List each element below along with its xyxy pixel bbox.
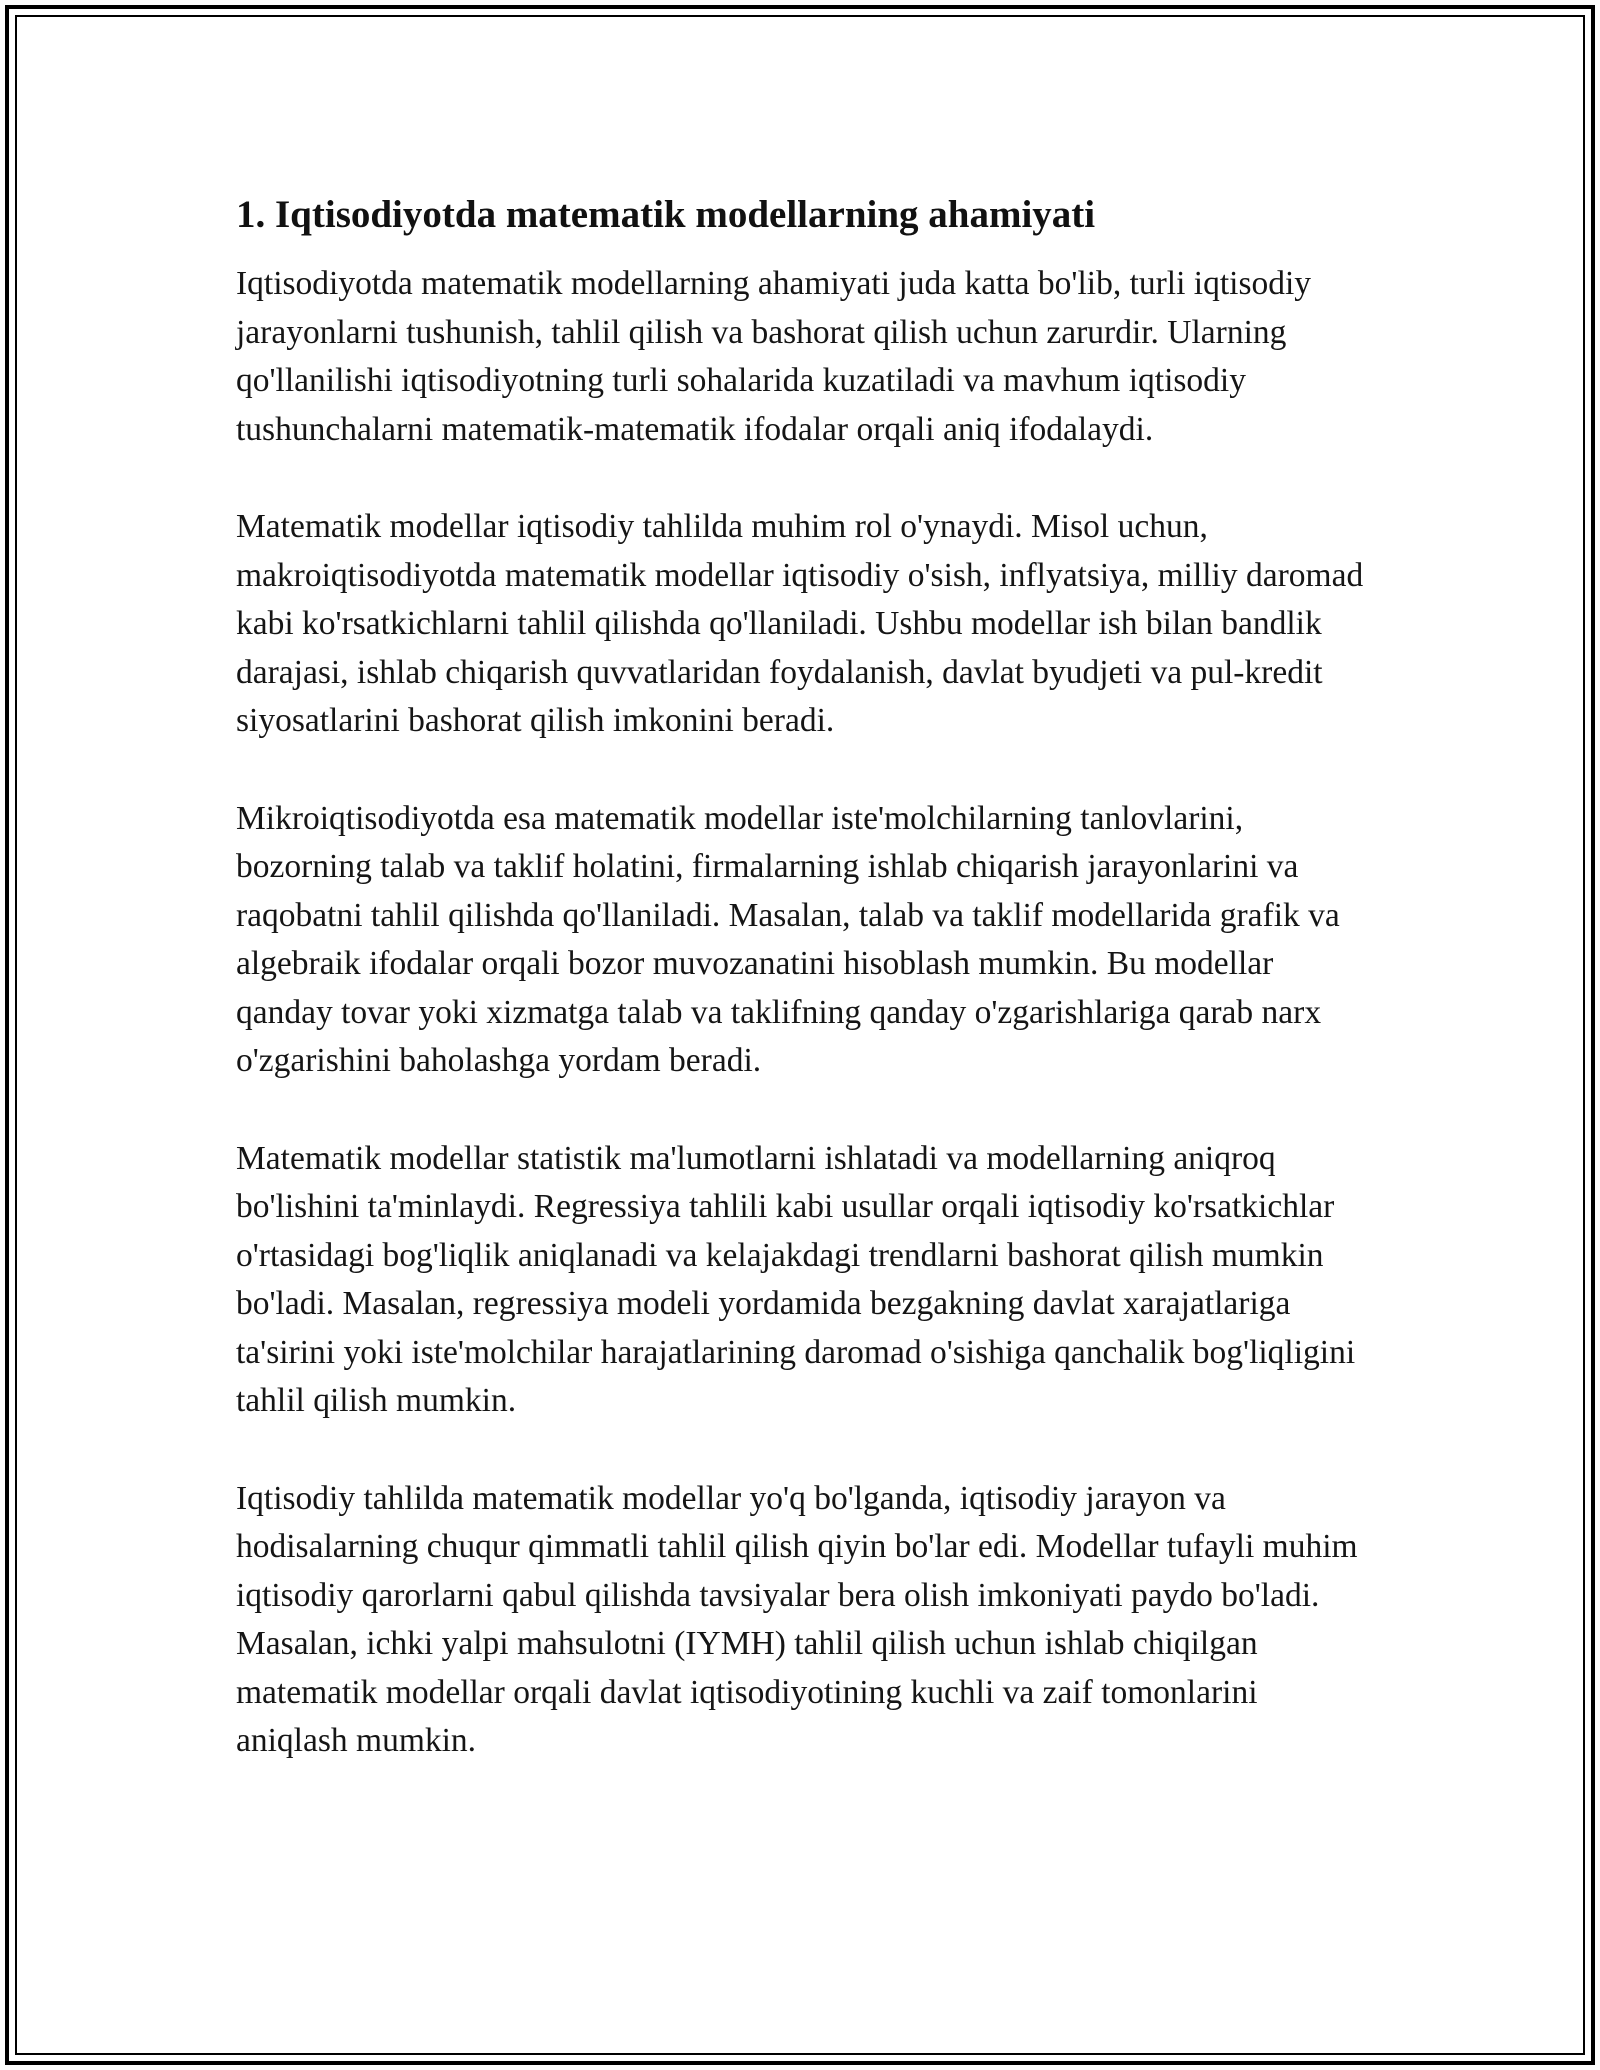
paragraph-conclusion: Iqtisodiy tahlilda matematik modellar yo'q bo'lganda, iqtisodiy jarayon va hodisalarning chuqur qimmatli tahlil qilish qiyin bo'lar edi. Modellar tufayli muhim iqtisodiy qarorlarni qabul qilishda tavsiyalar bera olish imkoniyati paydo bo'ladi. Masalan, ichki yalpi mahsulotni (IYMH) tahlil qilish uchun ishlab chiqilgan matematik modellar orqali davlat iqtisodiyotining kuchli va zaif tomonlarini aniqlash mumkin. (236, 1479, 1358, 1759)
paragraph-statistics: Matematik modellar statistik ma'lumotlarni ishlatadi va modellarning aniqroq bo'lishini ta'minlaydi. Regressiya tahlili kabi usullar orqali iqtisodiy ko'rsatkichlar o'rtasidagi bog'liqlik aniqlanadi va kelajakdagi trendlarni bashorat qilish mumkin bo'ladi. Masalan, regressiya modeli yordamida bezgakning davlat xarajatlariga ta'sirini yoki iste'molchilar harajatlarining daromad o'sishiga qanchalik bog'liqligini tahlil qilish mumkin. (236, 1139, 1356, 1419)
section-heading: 1. Iqtisodiyotda matematik modellarning ahamiyati (236, 193, 1096, 236)
paragraph-macroeconomics: Matematik modellar iqtisodiy tahlilda muhim rol o'ynaydi. Misol uchun, makroiqtisodiyotda matematik modellar iqtisodiy o'sish, inflyatsiya, milliy daromad kabi ko'rsatkichlarni tahlil qilishda qo'llaniladi. Ushbu modellar ish bilan bandlik darajasi, ishlab chiqarish quvvatlaridan foydalanish, davlat byudjeti va pul-kredit siyosatlarini bashorat qilish imkonini beradi. (236, 508, 1364, 739)
document-body (236, 190, 1366, 1766)
paragraph-microeconomics: Mikroiqtisodiyotda esa matematik modellar iste'molchilarning tanlovlarini, bozorning talab va taklif holatini, firmalarning ishlab chiqarish jarayonlarini va raqobatni tahlil qilishda qo'llaniladi. Masalan, talab va taklif modellarida grafik va algebraik ifodalar orqali bozor muvozanatini hisoblash mumkin. Bu modellar qanday tovar yoki xizmatga talab va taklifning qanday o'zgarishlariga qarab narx o'zgarishini baholashga yordam beradi. (236, 799, 1340, 1079)
paragraph-intro: Iqtisodiyotda matematik modellarning ahamiyati juda katta bo'lib, turli iqtisodiy jarayonlarni tushunish, tahlil qilish va bashorat qilish uchun zarurdir. Ularning qo'llanilishi iqtisodiyotning turli sohalarida kuzatiladi va mavhum iqtisodiy tushunchalarni matematik-matematik ifodalar orqali aniq ifodalaydi. (236, 265, 1312, 448)
